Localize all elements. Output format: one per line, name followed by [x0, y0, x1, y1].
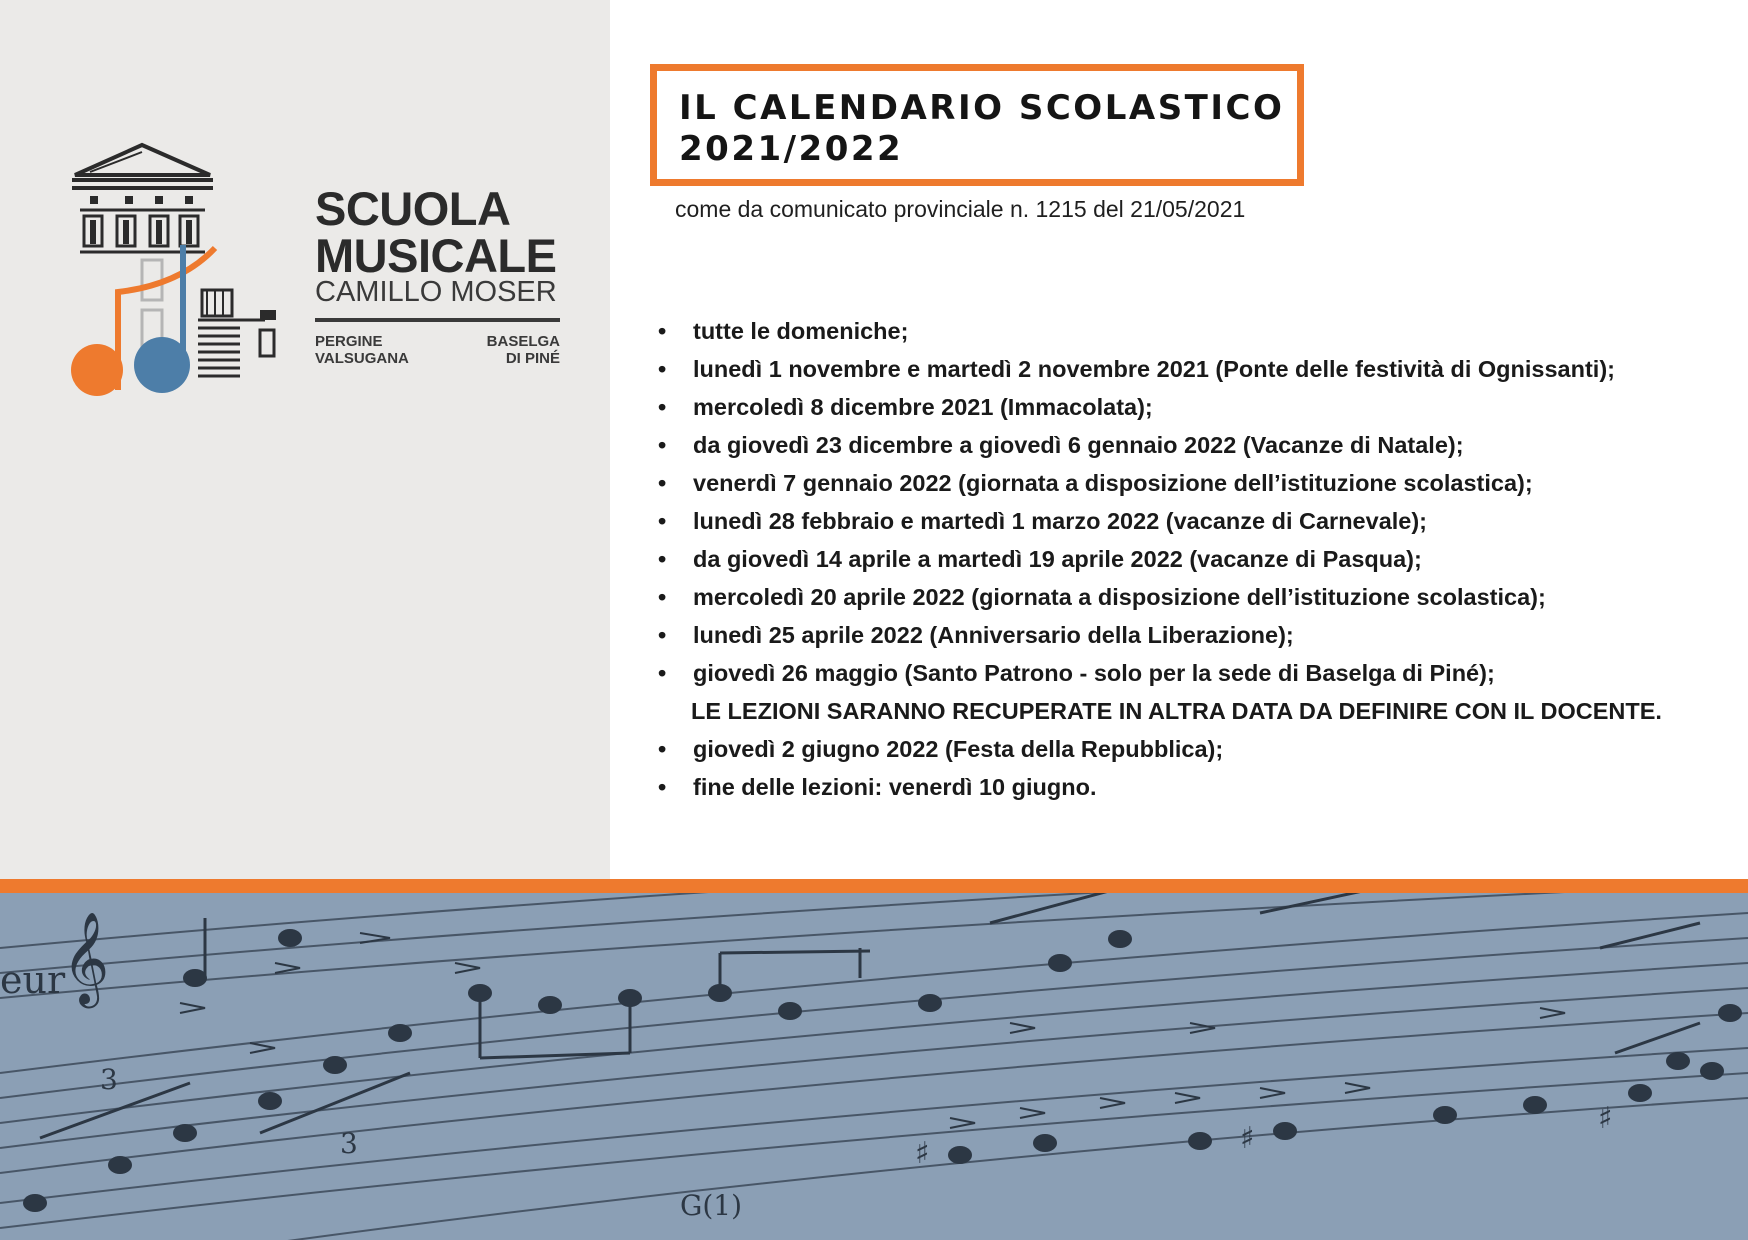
bullet-icon: • [658, 774, 667, 800]
list-item-text: da giovedì 23 dicembre a giovedì 6 gennaio 2022 (Vacanze di Natale); [693, 432, 1464, 458]
list-item-text: giovedì 2 giugno 2022 (Festa della Repubblica); [693, 736, 1224, 762]
list-item-text: mercoledì 8 dicembre 2021 (Immacolata); [693, 394, 1153, 420]
list-item [658, 464, 1662, 502]
logo-title-line1: SCUOLA [315, 182, 511, 235]
bullet-icon: • [658, 432, 667, 458]
orange-divider [0, 879, 1748, 893]
logo-location-right-line2: DI PINÉ [505, 350, 560, 367]
list-item-text: tutte le domeniche; [693, 318, 909, 344]
list-item [658, 426, 1662, 464]
sharp-icon: ♯ [915, 1136, 930, 1171]
logo-location-left-line1: PERGINE [315, 333, 383, 350]
logo-title [315, 182, 557, 282]
school-logo [70, 140, 570, 410]
list-item [658, 654, 1662, 692]
logo-location-left-line2: VALSUGANA [315, 350, 409, 367]
list-item [658, 388, 1662, 426]
list-item [658, 768, 1662, 806]
list-item-text: giovedì 26 maggio (Santo Patrono - solo per la sede di Baselga di Piné); [693, 660, 1495, 686]
title-box [650, 64, 1304, 186]
logo-location-left [315, 333, 409, 367]
logo-title-line2: MUSICALE [315, 229, 557, 282]
list-item-text: fine delle lezioni: venerdì 10 giugno. [693, 774, 1097, 800]
left-panel [0, 0, 610, 880]
logo-location-right-line1: BASELGA [486, 333, 560, 350]
sharp-icon: ♯ [1240, 1121, 1255, 1156]
bullet-icon: • [658, 356, 667, 382]
list-item-text: mercoledì 20 aprile 2022 (giornata a disposizione dell’istituzione scolastica); [693, 584, 1546, 610]
list-item [658, 350, 1662, 388]
logo-subtitle: CAMILLO MOSER [315, 276, 557, 308]
list-item-text: lunedì 25 aprile 2022 (Anniversario della Liberazione); [693, 622, 1294, 648]
sheet-music-image [0, 893, 1748, 1240]
sheet-triplet-2: 3 [340, 1127, 358, 1160]
list-item [658, 730, 1662, 768]
list-item [658, 312, 1662, 350]
sheet-word: eur [0, 958, 66, 1002]
building-note-icon [70, 140, 310, 410]
bullet-icon: • [658, 318, 667, 344]
sharp-icon: ♯ [1598, 1101, 1613, 1136]
list-item [658, 540, 1662, 578]
page-title [679, 88, 1284, 170]
holiday-list [658, 312, 1662, 806]
bullet-icon: • [658, 660, 667, 686]
bullet-icon: • [658, 508, 667, 534]
recovery-note: LE LEZIONI SARANNO RECUPERATE IN ALTRA DATA DA DEFINIRE CON IL DOCENTE. [691, 698, 1662, 724]
treble-clef-icon: 𝄞 [62, 911, 110, 1004]
list-item [658, 578, 1662, 616]
list-item-text: lunedì 28 febbraio e martedì 1 marzo 2022 (vacanze di Carnevale); [693, 508, 1428, 534]
page-title-line2: 2021/2022 [679, 129, 904, 169]
page-subtitle: come da comunicato provinciale n. 1215 del 21/05/2021 [675, 196, 1246, 222]
sheet-triplet-1: 3 [100, 1063, 118, 1096]
bullet-icon: • [658, 394, 667, 420]
page-title-line1: IL CALENDARIO SCOLASTICO [679, 88, 1285, 128]
logo-location-right [460, 333, 560, 367]
bullet-icon: • [658, 546, 667, 572]
bullet-icon: • [658, 470, 667, 496]
list-item-text: venerdì 7 gennaio 2022 (giornata a disposizione dell’istituzione scolastica); [693, 470, 1533, 496]
bullet-icon: • [658, 584, 667, 610]
bullet-icon: • [658, 622, 667, 648]
bullet-icon: • [658, 736, 667, 762]
list-item-text: da giovedì 14 aprile a martedì 19 aprile 2022 (vacanze di Pasqua); [693, 546, 1422, 572]
list-item [658, 502, 1662, 540]
sheet-footnote: G(1) [680, 1189, 743, 1222]
logo-divider [315, 318, 560, 322]
list-item [658, 616, 1662, 654]
list-item-text: lunedì 1 novembre e martedì 2 novembre 2021 (Ponte delle festività di Ognissanti); [693, 356, 1615, 382]
